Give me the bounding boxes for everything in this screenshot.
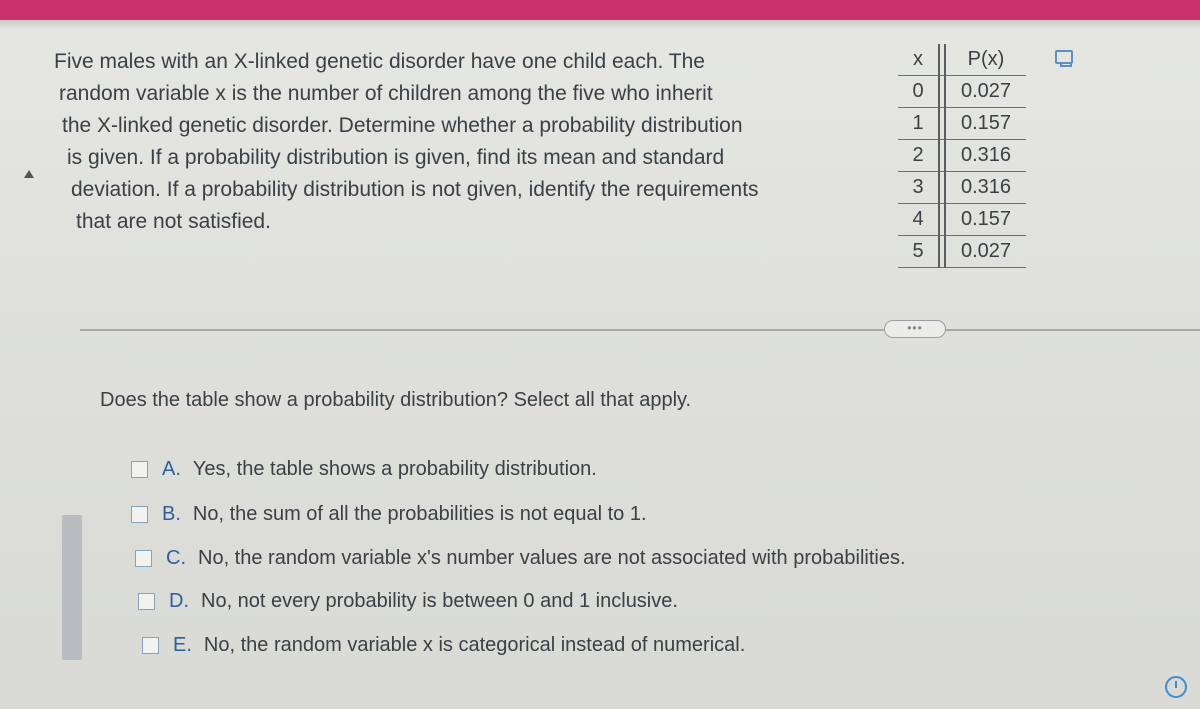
section-divider: [80, 329, 1200, 331]
option-text: No, the sum of all the probabilities is not equal to 1.: [192, 503, 647, 525]
option-text: Yes, the table shows a probability distribution.: [192, 458, 597, 480]
option-d[interactable]: [138, 590, 678, 613]
option-letter: D.: [169, 590, 189, 612]
top-shadow: [0, 20, 1200, 30]
checkbox-a[interactable]: [131, 461, 148, 478]
cell-x: 0: [898, 76, 939, 108]
more-button[interactable]: •••: [884, 320, 946, 338]
cell-px: 0.157: [945, 108, 1026, 140]
option-text: No, not every probability is between 0 and 1 inclusive.: [201, 590, 678, 612]
cell-x: 4: [898, 204, 939, 236]
option-letter: A.: [162, 458, 181, 480]
question-line: is given. If a probability distribution is given, find its mean and standard: [67, 146, 725, 169]
cell-x: 1: [898, 108, 939, 140]
option-a[interactable]: [131, 458, 597, 481]
option-text: No, the random variable x's number values are not associated with probabilities.: [198, 547, 906, 569]
option-letter: B.: [162, 503, 181, 525]
up-arrow-icon[interactable]: [24, 170, 34, 178]
option-text: No, the random variable x is categorical instead of numerical.: [203, 634, 746, 656]
question-prompt: Does the table show a probability distribution? Select all that apply.: [100, 389, 692, 411]
cell-x: 3: [898, 172, 939, 204]
question-line: random variable x is the number of children among the five who inherit: [59, 82, 713, 105]
table-row: [898, 172, 1026, 204]
table-row: [898, 108, 1026, 140]
clock-icon[interactable]: [1165, 676, 1187, 698]
header-x: x: [898, 44, 939, 76]
cell-x: 5: [898, 236, 939, 268]
cell-px: 0.316: [945, 140, 1026, 172]
checkbox-c[interactable]: [135, 550, 152, 567]
question-line: that are not satisfied.: [76, 210, 271, 233]
question-line: deviation. If a probability distribution is not given, identify the requirements: [71, 178, 759, 201]
option-letter: E.: [173, 634, 192, 656]
table-row: [898, 236, 1026, 268]
top-banner: [0, 0, 1200, 20]
checkbox-b[interactable]: [131, 506, 148, 523]
cell-px: 0.027: [945, 236, 1026, 268]
cell-px: 0.027: [945, 76, 1026, 108]
cell-x: 2: [898, 140, 939, 172]
option-letter: C.: [166, 547, 186, 569]
cell-px: 0.316: [945, 172, 1026, 204]
table-row: [898, 76, 1026, 108]
header-px: P(x): [945, 44, 1026, 76]
option-b[interactable]: [131, 503, 647, 526]
checkbox-d[interactable]: [138, 593, 155, 610]
probability-table: [898, 44, 1026, 268]
table-row: [898, 204, 1026, 236]
table-row: [898, 140, 1026, 172]
copy-icon[interactable]: [1055, 50, 1073, 64]
side-scroll-panel[interactable]: [62, 515, 82, 660]
checkbox-e[interactable]: [142, 637, 159, 654]
table-header-row: [898, 44, 1026, 76]
cell-px: 0.157: [945, 204, 1026, 236]
option-c[interactable]: [135, 547, 906, 570]
question-text: [54, 46, 884, 238]
option-e[interactable]: [142, 634, 745, 657]
question-line: Five males with an X-linked genetic disorder have one child each. The: [54, 50, 705, 73]
question-line: the X-linked genetic disorder. Determine whether a probability distribution: [62, 114, 743, 137]
